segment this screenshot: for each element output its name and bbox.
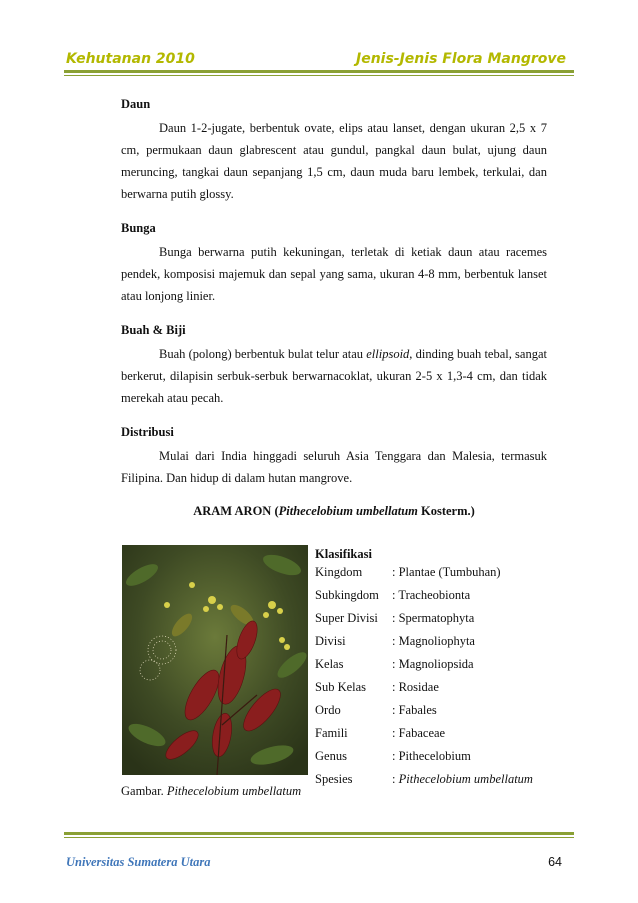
klasifikasi-key: Subkingdom [315,588,379,602]
species-common-name: ARAM ARON ( [193,504,279,518]
klasifikasi-row [315,657,533,680]
klasifikasi-table [315,565,533,795]
section-text-bunga: Bunga berwarna putih kekuningan, terletak di ketiak daun atau racemes pendek, komposisi majemuk dan sepal yang sama, ukuran 4-8 mm, berbentuk lanset atau lonjong linier. [121,245,547,303]
header-left-title: Kehutanan 2010 [66,51,195,67]
klasifikasi-value: : Rosidae [392,680,439,694]
klasifikasi-row [315,703,533,726]
header-rule [64,70,574,76]
klasifikasi-row [315,588,533,611]
klasifikasi-value: : Fabales [392,703,437,717]
section-title-buah: Buah & Biji [121,323,186,337]
klasifikasi-row [315,634,533,657]
plant-photo [122,545,308,775]
section-text-daun: Daun 1-2-jugate, berbentuk ovate, elips atau lanset, dengan ukuran 2,5 x 7 cm, permukaan daun glabrescent atau gundul, pangkal daun bulat, ujung daun meruncing, tangkai daun sepanjang 1,5 cm, daun muda baru lembek, terkulai, dan berwarna putih glossy. [121,121,547,201]
klasifikasi-key: Ordo [315,703,341,717]
klasifikasi-value: : Pithecelobium [392,749,471,763]
klasifikasi-key: Kelas [315,657,344,671]
klasifikasi-value: : Magnoliopsida [392,657,474,671]
section-title-distribusi: Distribusi [121,425,174,439]
caption-prefix: Gambar. [121,784,167,798]
klasifikasi-key: Divisi [315,634,346,648]
page-number: 64 [548,855,562,869]
header-right-title: Jenis-Jenis Flora Mangrove [355,51,566,67]
klasifikasi-row [315,611,533,634]
klasifikasi-box [315,543,533,795]
klasifikasi-value: : Spermatophyta [392,611,475,625]
section-text-buah [121,343,547,409]
footer-rule [64,832,574,838]
buah-text-post: , dinding buah tebal, sangat berkerut, dilapisin serbuk-serbuk berwarnacoklat, ukuran 2-5 x 1,3-4 cm, dan tidak merekah atau pecah. [121,347,547,405]
klasifikasi-row [315,565,533,588]
caption-species-name: Pithecelobium umbellatum [166,784,302,798]
species-author: Kosterm.) [417,504,475,518]
buah-text-pre: Buah (polong) berbentuk bulat telur atau [159,347,367,361]
body-content [121,93,547,489]
footer-university: Universitas Sumatera Utara [66,855,211,869]
klasifikasi-value: : Plantae (Tumbuhan) [392,565,501,579]
klasifikasi-row [315,749,533,772]
klasifikasi-key: Super Divisi [315,611,378,625]
buah-text-italic: ellipsoid [366,347,410,361]
klasifikasi-value: : Magnoliophyta [392,634,475,648]
klasifikasi-key: Genus [315,749,347,763]
species-value-italic: Pithecelobium umbellatum [398,772,533,786]
klasifikasi-row [315,772,533,795]
photo-caption [121,784,301,799]
species-title [121,504,547,519]
klasifikasi-row [315,680,533,703]
section-title-daun: Daun [121,97,151,111]
klasifikasi-value: : Tracheobionta [392,588,471,602]
klasifikasi-title: Klasifikasi [315,547,372,561]
section-title-bunga: Bunga [121,221,156,235]
plant-photo-illustration [122,545,308,775]
section-text-distribusi: Mulai dari India hinggadi seluruh Asia Tenggara dan Malesia, termasuk Filipina. Dan hidup di dalam hutan mangrove. [121,449,547,485]
klasifikasi-key: Kingdom [315,565,363,579]
klasifikasi-key: Spesies [315,772,353,786]
klasifikasi-key: Famili [315,726,348,740]
klasifikasi-row [315,726,533,749]
klasifikasi-value: : Fabaceae [392,726,446,740]
klasifikasi-value: : Pithecelobium umbellatum [392,772,533,786]
klasifikasi-key: Sub Kelas [315,680,367,694]
species-scientific-name: Pithecelobium umbellatum [278,504,418,518]
